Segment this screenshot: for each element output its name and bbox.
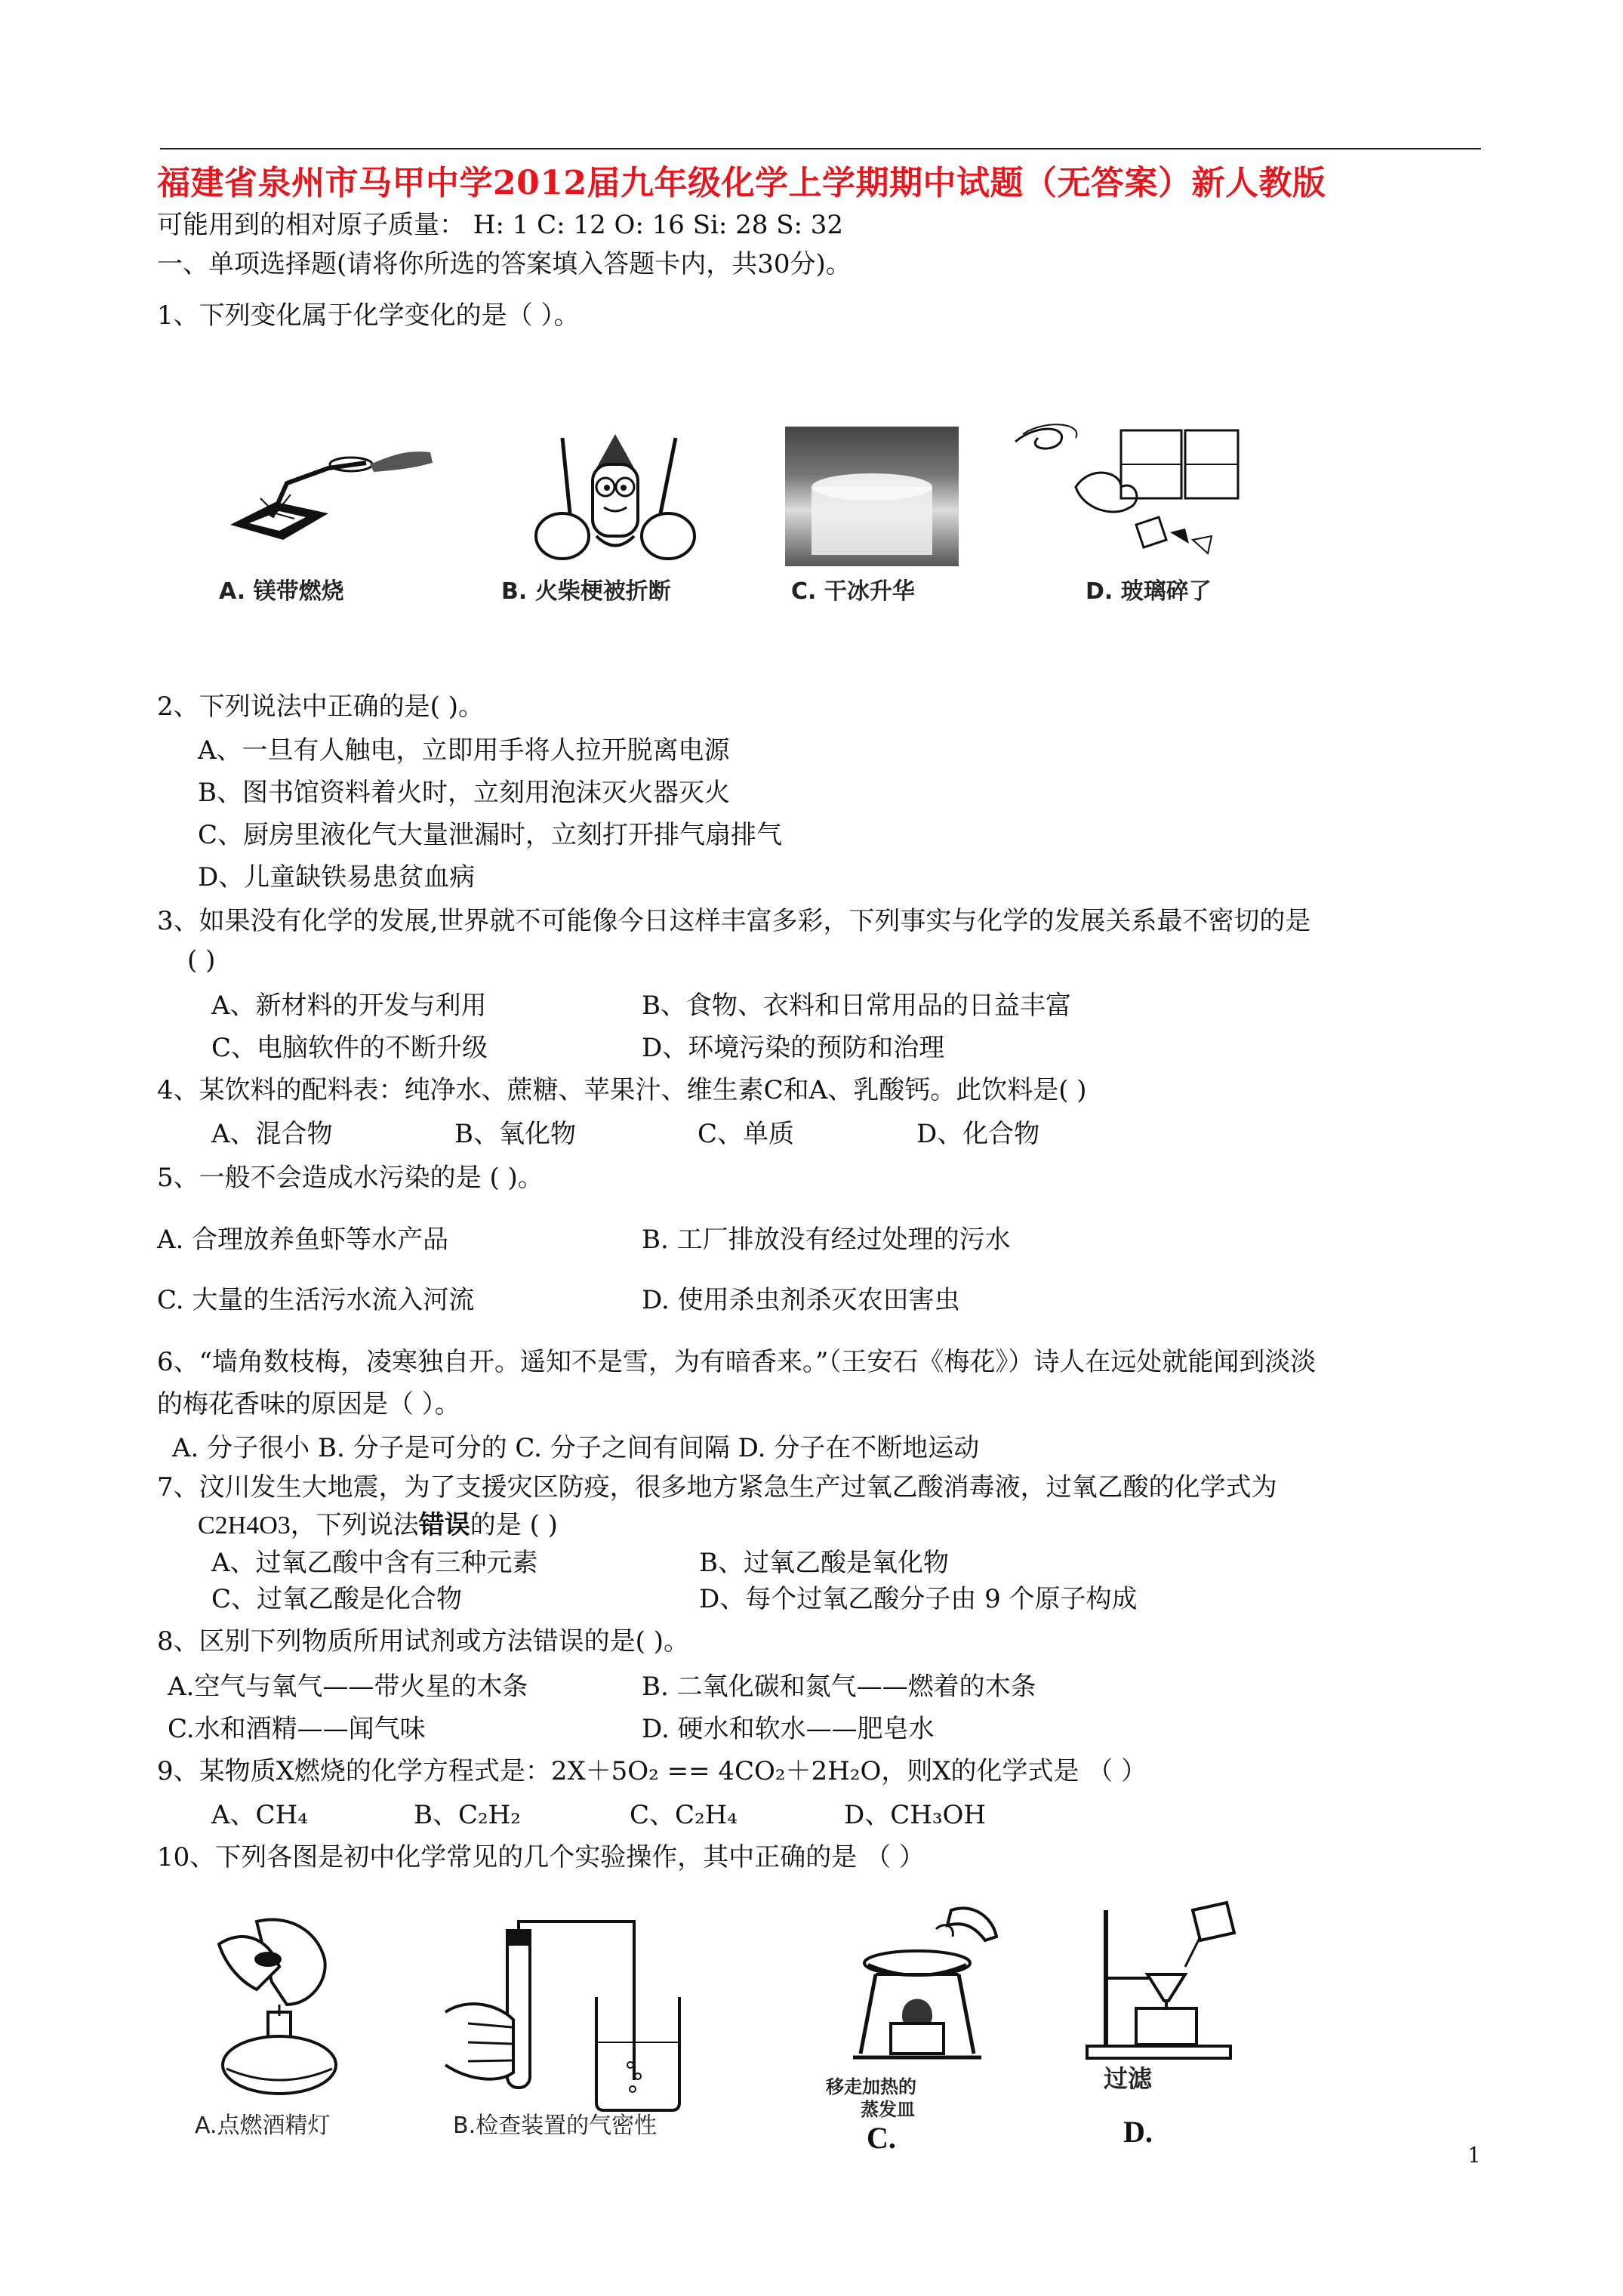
q1-caption-c: C. 干冰升华 <box>791 578 915 605</box>
q5-option-c: C. 大量的生活污水流入河流 <box>157 1285 475 1315</box>
broken-glass-figure <box>1008 419 1249 570</box>
q8-option-b: B. 二氧化碳和氮气——燃着的木条 <box>642 1672 1036 1702</box>
q8-stem: 8、区别下列物质所用试剂或方法错误的是( )。 <box>157 1626 689 1657</box>
q6-stem-line1: 6、“墙角数枝梅，凌寒独自开。遥知不是雪，为有暗香来。”（王安石《梅花》）诗人在远处就能闻到淡淡 <box>157 1347 1317 1377</box>
q2-option-b: B、图书馆资料着火时，立刻用泡沫灭火器灭火 <box>198 778 730 808</box>
q4-stem: 4、某饮料的配料表：纯净水、蔗糖、苹果汁、维生素C和A、乳酸钙。此饮料是( ) <box>157 1075 1087 1105</box>
q8-option-c: C.水和酒精——闻气味 <box>168 1714 426 1744</box>
q4-option-c: C、单质 <box>698 1119 795 1149</box>
q1-caption-d: D. 玻璃碎了 <box>1086 578 1212 605</box>
page-title: 福建省泉州市马甲中学2012届九年级化学上学期期中试题（无答案）新人教版 <box>157 164 1326 202</box>
q7-stem-part3: 的是 ( ) <box>470 1510 558 1540</box>
q7-option-c: C、过氧乙酸是化合物 <box>211 1584 463 1614</box>
q9-stem: 9、某物质X燃烧的化学方程式是：2X＋5O₂ == 4CO₂＋2H₂O，则X的化学式是 （ ） <box>157 1756 1147 1786</box>
q5-option-d: D. 使用杀虫剂杀灭农田害虫 <box>642 1285 960 1315</box>
q3-option-c: C、电脑软件的不断升级 <box>211 1033 488 1063</box>
q2-option-c: C、厨房里液化气大量泄漏时，立刻打开排气扇排气 <box>198 820 783 850</box>
q3-stem: 3、如果没有化学的发展,世界就不可能像今日这样丰富多彩，下列事实与化学的发展关系最不密切的是 <box>157 906 1311 936</box>
q10-caption-c-note2: 蒸发皿 <box>861 2099 915 2120</box>
q7-option-d: D、每个过氧乙酸分子由 9 个原子构成 <box>699 1584 1138 1614</box>
q8-option-a: A.空气与氧气——带火星的木条 <box>168 1672 528 1702</box>
q9-option-d: D、CH₃OH <box>844 1800 987 1830</box>
q5-option-b: B. 工厂排放没有经过处理的污水 <box>642 1225 1011 1255</box>
q3-option-d: D、环境污染的预防和治理 <box>642 1033 945 1063</box>
q8-option-d: D. 硬水和软水——肥皂水 <box>642 1714 935 1744</box>
q10-stem: 10、下列各图是初中化学常见的几个实验操作，其中正确的是 （ ） <box>157 1842 925 1872</box>
q10-caption-c-note1: 移走加热的 <box>826 2076 916 2097</box>
q3-option-b: B、食物、衣料和日常用品的日益丰富 <box>642 991 1071 1021</box>
q9-option-c: C、C₂H₄ <box>630 1800 738 1830</box>
page-number: 1 <box>1467 2143 1481 2168</box>
q10-caption-a: A.点燃酒精灯 <box>195 2113 331 2139</box>
q7-formula: C2H4O3 <box>198 1512 291 1539</box>
q2-option-d: D、儿童缺铁易患贫血病 <box>198 862 476 892</box>
q7-stem-part2: ，下列说法 <box>290 1510 419 1540</box>
q10-caption-d-note: 过滤 <box>1104 2064 1153 2093</box>
q6-options: A. 分子很小 B. 分子是可分的 C. 分子之间有间隔 D. 分子在不断地运动 <box>172 1433 980 1463</box>
q6-stem-line2: 的梅花香味的原因是（ ）。 <box>157 1389 460 1419</box>
q9-option-a: A、CH₄ <box>211 1800 308 1830</box>
q1-caption-a: A. 镁带燃烧 <box>219 578 344 605</box>
match-broken-figure <box>521 423 710 574</box>
atomic-mass-line: 可能用到的相对原子质量： H: 1 C: 12 O: 16 Si: 28 S: 32 <box>157 210 844 240</box>
q10-caption-c: C. <box>867 2121 896 2155</box>
q7-stem-line1: 7、汶川发生大地震，为了支援灾区防疫，很多地方紧急生产过氧乙酸消毒液，过氧乙酸的化学式为 <box>157 1472 1277 1502</box>
magnesium-burning-figure <box>215 442 442 562</box>
q2-stem: 2、下列说法中正确的是( )。 <box>157 692 484 722</box>
q4-option-a: A、混合物 <box>211 1119 333 1149</box>
q1-stem: 1、下列变化属于化学变化的是（ ）。 <box>157 300 580 331</box>
q10-caption-b: B.检查装置的气密性 <box>453 2113 658 2139</box>
q10-caption-d: D. <box>1123 2115 1153 2149</box>
q3-paren: ( ) <box>187 945 216 975</box>
q2-option-a: A、一旦有人触电，立即用手将人拉开脱离电源 <box>198 735 730 766</box>
q5-stem: 5、一般不会造成水污染的是 ( )。 <box>157 1163 544 1193</box>
dry-ice-figure <box>785 427 959 566</box>
q4-option-d: D、化合物 <box>916 1119 1040 1149</box>
alcohol-lamp-figure <box>196 1914 362 2110</box>
filtration-figure <box>1079 1895 1246 2069</box>
q7-option-b: B、过氧乙酸是氧化物 <box>699 1548 949 1578</box>
q3-option-a: A、新材料的开发与利用 <box>211 991 487 1021</box>
section-heading: 一、单项选择题(请将你所选的答案填入答题卡内，共30分)。 <box>157 249 852 279</box>
q5-option-a: A. 合理放养鱼虾等水产品 <box>157 1225 449 1255</box>
q4-option-b: B、氧化物 <box>454 1119 576 1149</box>
q9-option-b: B、C₂H₂ <box>414 1800 521 1830</box>
evaporating-dish-figure <box>823 1903 1004 2069</box>
q7-stem-line2 <box>198 1510 558 1541</box>
airtight-check-figure <box>445 1922 702 2118</box>
q7-emphasis: 错误 <box>418 1510 470 1540</box>
title-rule <box>160 148 1481 149</box>
q7-option-a: A、过氧乙酸中含有三种元素 <box>211 1548 538 1578</box>
q1-caption-b: B. 火柴梗被折断 <box>501 578 671 605</box>
